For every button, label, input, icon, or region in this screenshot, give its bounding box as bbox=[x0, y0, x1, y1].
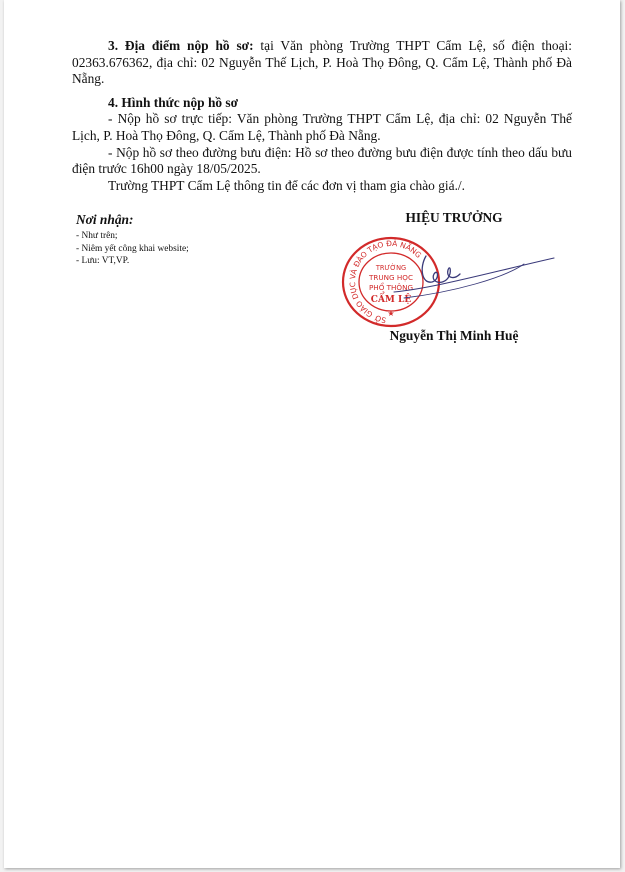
signer-title: HIỆU TRƯỞNG bbox=[405, 210, 503, 225]
star-icon: ★ bbox=[387, 309, 395, 318]
section-4-item-post: - Nộp hồ sơ theo đường bưu điện: Hồ sơ theo đường bưu điện được tính theo dấu bưu điện trước 16h00 ngày 18/05/2025. bbox=[72, 144, 572, 177]
section-4-item-direct: - Nộp hồ sơ trực tiếp: Văn phòng Trường THPT Cẩm Lệ, địa chỉ: 02 Nguyễn Thế Lịch, P. Hoà Thọ Đông, Q. Cẩm Lệ, Thành phố Đà Nẵng. bbox=[72, 111, 572, 143]
signer-name: Nguyễn Thị Minh Huệ bbox=[389, 328, 519, 343]
handwritten-signature bbox=[364, 248, 564, 318]
stamp-line-1: TRƯỜNG bbox=[375, 264, 407, 272]
recipient-item: - Niêm yết công khai website; bbox=[76, 243, 189, 254]
document-page bbox=[4, 0, 620, 868]
section-4-heading: 4. Hình thức nộp hồ sơ bbox=[108, 94, 239, 110]
stamp-ring-text: SỞ GIÁO DỤC VÀ ĐÀO TẠO ĐÀ NẴNG bbox=[347, 238, 424, 325]
stamp-line-4: CẨM LỆ bbox=[370, 295, 412, 305]
section-3-text: tại Văn phòng Trường THPT Cẩm Lệ, số điện thoại: 02363.676362, địa chỉ: 02 Nguyễn Thế Lịch, P. Hoà Thọ Đông, Q. Cẩm Lệ, Thành phố Đà Nẵng. bbox=[72, 38, 572, 87]
section-3-paragraph bbox=[72, 38, 572, 88]
closing-line: Trường THPT Cẩm Lệ thông tin để các đơn vị tham gia chào giá./. bbox=[108, 177, 466, 193]
stamp-line-3: PHỔ THÔNG bbox=[368, 283, 414, 292]
section-3-heading: 3. Địa điểm nộp hồ sơ: bbox=[108, 38, 254, 53]
recipient-item: - Như trên; bbox=[76, 231, 118, 241]
recipients-title: Nơi nhận: bbox=[76, 212, 134, 227]
document-body bbox=[72, 38, 572, 194]
recipient-item: - Lưu: VT,VP. bbox=[76, 256, 130, 267]
recipients-block bbox=[76, 212, 296, 268]
stamp-line-2: TRUNG HỌC bbox=[369, 273, 413, 282]
